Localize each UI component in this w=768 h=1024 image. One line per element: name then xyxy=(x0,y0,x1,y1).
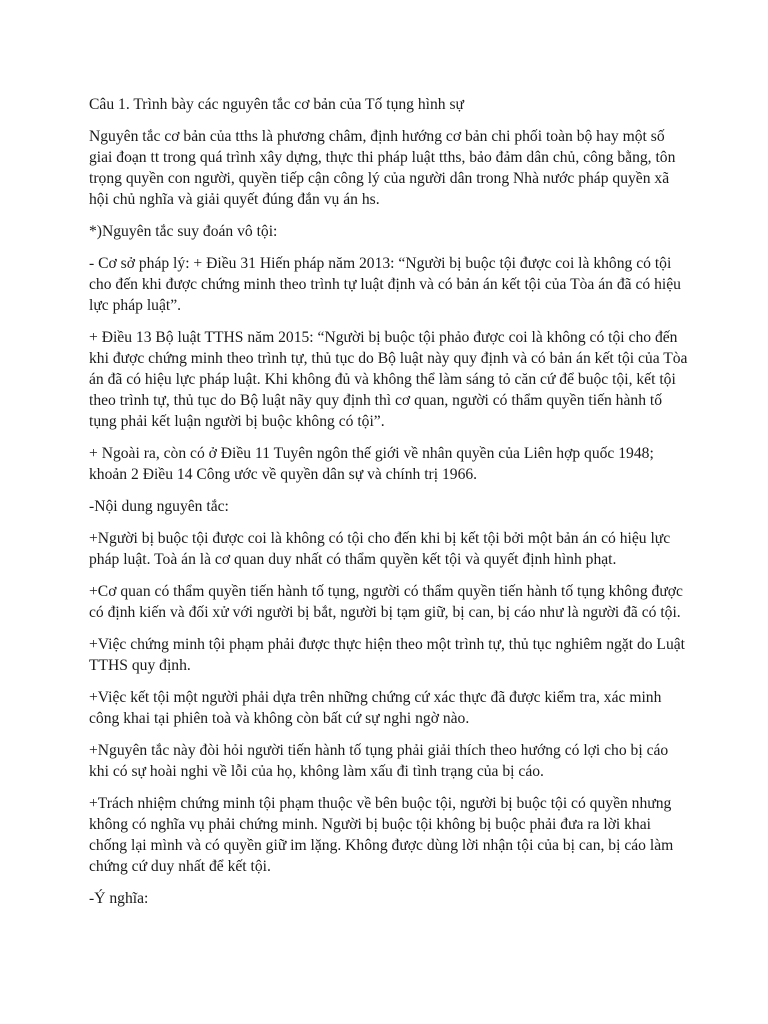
legal-basis-international: + Ngoài ra, còn có ở Điều 11 Tuyên ngôn thế giới về nhân quyền của Liên hợp quốc 1948; khoản 2 Điều 14 Công ước về quyền dân sự và chính trị 1966. xyxy=(89,445,654,483)
content-item: +Người bị buộc tội được coi là không có tội cho đến khi bị kết tội bởi một bản án có hiệu lực pháp luật. Toà án là cơ quan duy nhất có thẩm quyền kết tội và quyết định hình phạt. xyxy=(89,530,671,568)
principle-heading: *)Nguyên tắc suy đoán vô tội: xyxy=(89,223,278,240)
content-item: +Việc chứng minh tội phạm phải được thực hiện theo một trình tự, thủ tục nghiêm ngặt do Luật TTHS quy định. xyxy=(89,636,686,674)
content-item: +Nguyên tắc này đòi hỏi người tiến hành tố tụng phải giải thích theo hướng có lợi cho bị cáo khi có sự hoài nghi về lỗi của họ, không làm xấu đi tình trạng của bị cáo. xyxy=(89,742,669,780)
legal-basis-constitution: - Cơ sở pháp lý: + Điều 31 Hiến pháp năm 2013: “Người bị buộc tội được coi là không có tội cho đến khi được chứng minh theo trình tự luật định và có bản án kết tội của Tòa án đã có hiệu lực pháp luật”. xyxy=(89,255,681,314)
question-heading: Câu 1. Trình bày các nguyên tắc cơ bản của Tố tụng hình sự xyxy=(89,96,464,113)
content-heading: -Nội dung nguyên tắc: xyxy=(89,498,229,515)
content-item: +Việc kết tội một người phải dựa trên những chứng cứ xác thực đã được kiểm tra, xác minh công khai tại phiên toà và không còn bất cứ sự nghi ngờ nào. xyxy=(89,689,662,727)
content-item: +Cơ quan có thẩm quyền tiến hành tố tụng, người có thẩm quyền tiến hành tố tụng không được có định kiến và đối xử với người bị bắt, người bị tạm giữ, bị can, bị cáo như là người đã có tội. xyxy=(89,583,683,621)
intro-paragraph: Nguyên tắc cơ bản của tths là phương châm, định hướng cơ bản chi phối toàn bộ hay một số giai đoạn tt trong quá trình xây dựng, thực thi pháp luật tths, bảo đảm dân chủ, công bằng, tôn trọng quyền con người, quyền tiếp cận công lý của người dân trong Nhà nước pháp quyền xã hội chủ nghĩa và giải quyết đúng đắn vụ án hs. xyxy=(89,128,676,208)
legal-basis-code: + Điều 13 Bộ luật TTHS năm 2015: “Người bị buộc tội phảo được coi là không có tội cho đến khi được chứng minh theo trình tự, thủ tục do Bộ luật này quy định và có bản án kết tội của Tòa án đã có hiệu lực pháp luật. Khi không đủ và không thể làm sáng tỏ căn cứ để buộc tội, kết tội theo trình tự, thủ tục do Bộ luật nãy quy định thì cơ quan, người có thẩm quyền tiến hành tố tụng phải kết luận người bị buộc không có tội”. xyxy=(89,329,688,430)
meaning-heading: -Ý nghĩa: xyxy=(89,890,149,907)
content-item: +Trách nhiệm chứng minh tội phạm thuộc về bên buộc tội, người bị buộc tội có quyền nhưng không có nghĩa vụ phải chứng minh. Người bị buộc tội không bị buộc phải đưa ra lời khai chống lại mình và có quyền giữ im lặng. Không được dùng lời nhận tội của bị can, bị cáo làm chứng cứ duy nhất để kết tội. xyxy=(89,795,674,875)
